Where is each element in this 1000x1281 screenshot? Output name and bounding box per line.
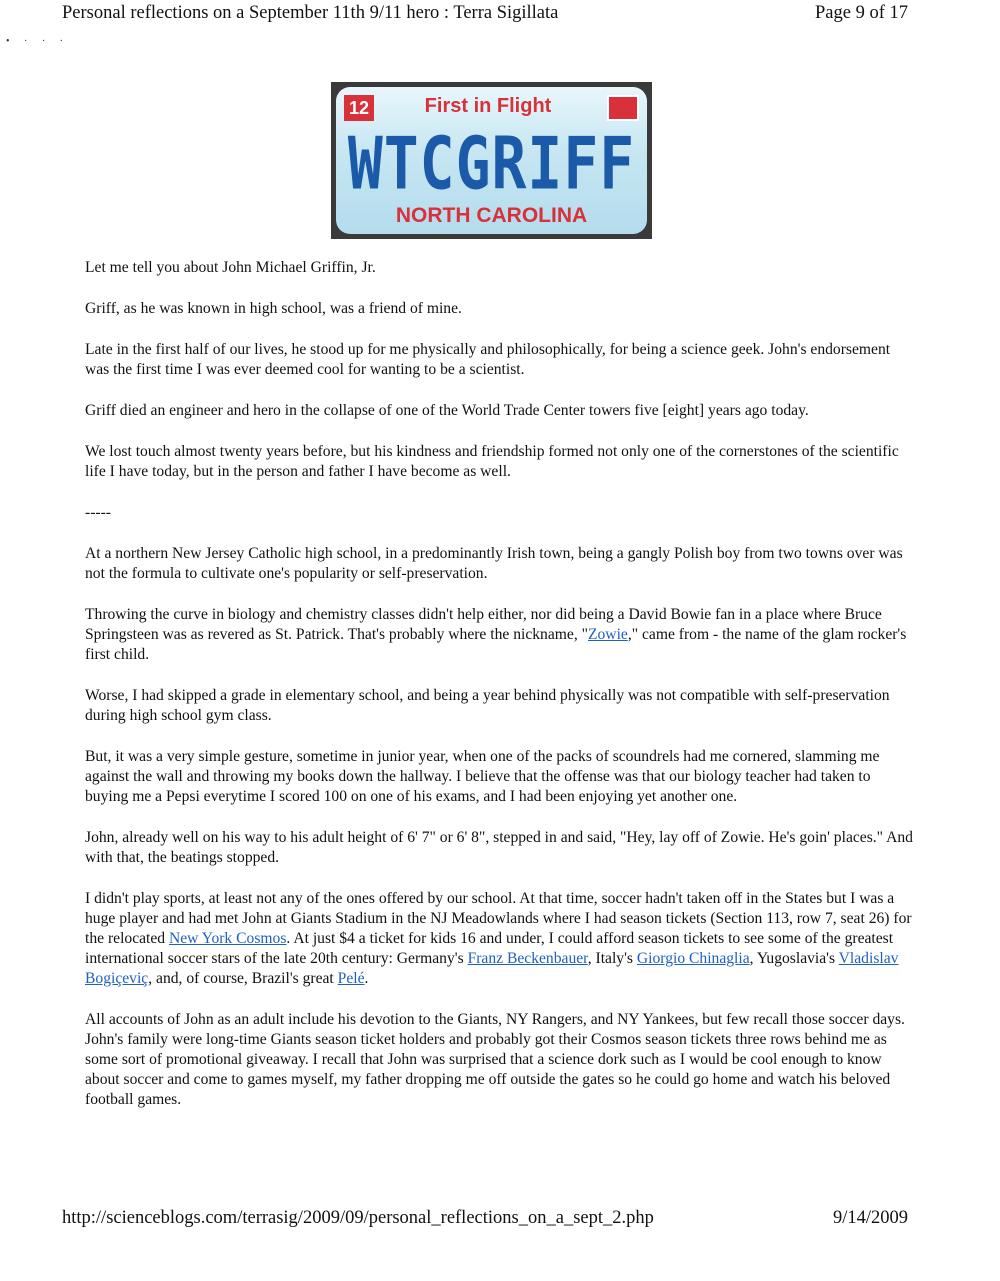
section-separator: -----: [85, 504, 111, 521]
paragraph: Griff died an engineer and hero in the collapse of one of the World Trade Center towers five [eight] years ago today.: [85, 402, 809, 419]
paragraph: [85, 605, 915, 665]
text: ," came from - the name of the glam rocker's first child.: [85, 626, 907, 663]
paragraph: But, it was a very simple gesture, sometime in junior year, when one of the packs of scoundrels had me cornered, slamming me against the wall and throwing my books down the hallway. I believe that the offense was that our biology teacher had taken to buying me a Pepsi everytime I scored 100 on one of his exams, and I had been enjoying yet another one.: [85, 748, 880, 805]
plate-sticker-nc: [607, 95, 639, 121]
link-zowie[interactable]: Zowie: [587, 626, 628, 643]
plate-state: NORTH CAROLINA: [395, 204, 588, 227]
link-giorgio-chinaglia[interactable]: Giorgio Chinaglia: [636, 950, 750, 967]
text: , and, of course, Brazil's great: [148, 970, 338, 987]
link-vladislav-bogicevic[interactable]: Vladislav Bogiçeviç: [85, 950, 899, 987]
page-number: Page 9 of 17: [815, 3, 908, 23]
footer-date: 9/14/2009: [832, 1208, 908, 1228]
paragraph: At a northern New Jersey Catholic high school, in a predominantly Irish town, being a gangly Polish boy from two towns over was not the formula to cultivate one's popularity or self-preservation.: [85, 545, 903, 582]
link-new-york-cosmos[interactable]: New York Cosmos: [168, 930, 287, 947]
paragraph: We lost touch almost twenty years before, but his kindness and friendship formed not only one of the cornerstones of the scientific life I have today, but in the person and father I have become as well.: [85, 443, 899, 480]
paragraph: Worse, I had skipped a grade in elementary school, and being a year behind physically was not compatible with self-preservation during high school gym class.: [85, 687, 890, 724]
paragraph: All accounts of John as an adult include his devotion to the Giants, NY Rangers, and NY Yankees, but few recall those soccer days. John's family were long-time Giants season ticket holders and probably got their Cosmos season tickets three rows behind me as some sort of promotional giveaway. I recall that John was surprised that a science dork such as I would be cool enough to know about soccer and come to games myself, my father dropping me off outside the gates so he could go home and watch his beloved football games.: [85, 1011, 905, 1108]
text: . At just $4 a ticket for kids 16 and under, I could afford season tickets to see some of the greatest international soccer stars of the late 20th century: Germany's: [85, 930, 894, 967]
footer-url: http://scienceblogs.com/terrasig/2009/09/personal_reflections_on_a_sept_2.php: [62, 1208, 654, 1228]
plate-number: WTCGRIFF: [347, 121, 636, 206]
link-pele[interactable]: Pelé: [337, 970, 365, 987]
paragraph: John, already well on his way to his adult height of 6' 7" or 6' 8", stepped in and said, "Hey, lay off of Zowie. He's goin' places." And with that, the beatings stopped.: [85, 829, 913, 866]
paragraph: Late in the first half of our lives, he stood up for me physically and philosophically, for being a science geek. John's endorsement was the first time I was ever deemed cool for wanting to be a scientist.: [85, 341, 891, 378]
paragraph: Let me tell you about John Michael Griffin, Jr.: [85, 259, 376, 276]
link-franz-beckenbauer[interactable]: Franz Beckenbauer: [467, 950, 588, 967]
plate-slogan: First in Flight: [424, 95, 552, 117]
license-plate: [336, 87, 647, 234]
license-plate-image: [331, 82, 652, 239]
text: .: [364, 970, 369, 987]
text: Throwing the curve in biology and chemistry classes didn't help either, nor did being a David Bowie fan in a place where Bruce Springsteen was as revered as St. Patrick. That's probably where the nickname, ": [85, 606, 882, 643]
text: , Italy's: [587, 950, 637, 967]
paragraph: [85, 889, 915, 989]
scan-specks: • · · ·: [6, 36, 69, 47]
text: I didn't play sports, at least not any of the ones offered by our school. At that time, soccer hadn't taken off in the States but I was a huge player and had met John at Giants Stadium in the NJ Meadowlands where I had season tickets (Section 113, row 7, seat 26) for the relocated: [85, 890, 912, 947]
plate-sticker: 12: [344, 95, 374, 121]
text: , Yugoslavia's: [749, 950, 839, 967]
page-header-title: Personal reflections on a September 11th 9/11 hero : Terra Sigillata: [62, 3, 559, 23]
paragraph: Griff, as he was known in high school, was a friend of mine.: [85, 300, 462, 317]
article-body: [85, 258, 915, 1110]
